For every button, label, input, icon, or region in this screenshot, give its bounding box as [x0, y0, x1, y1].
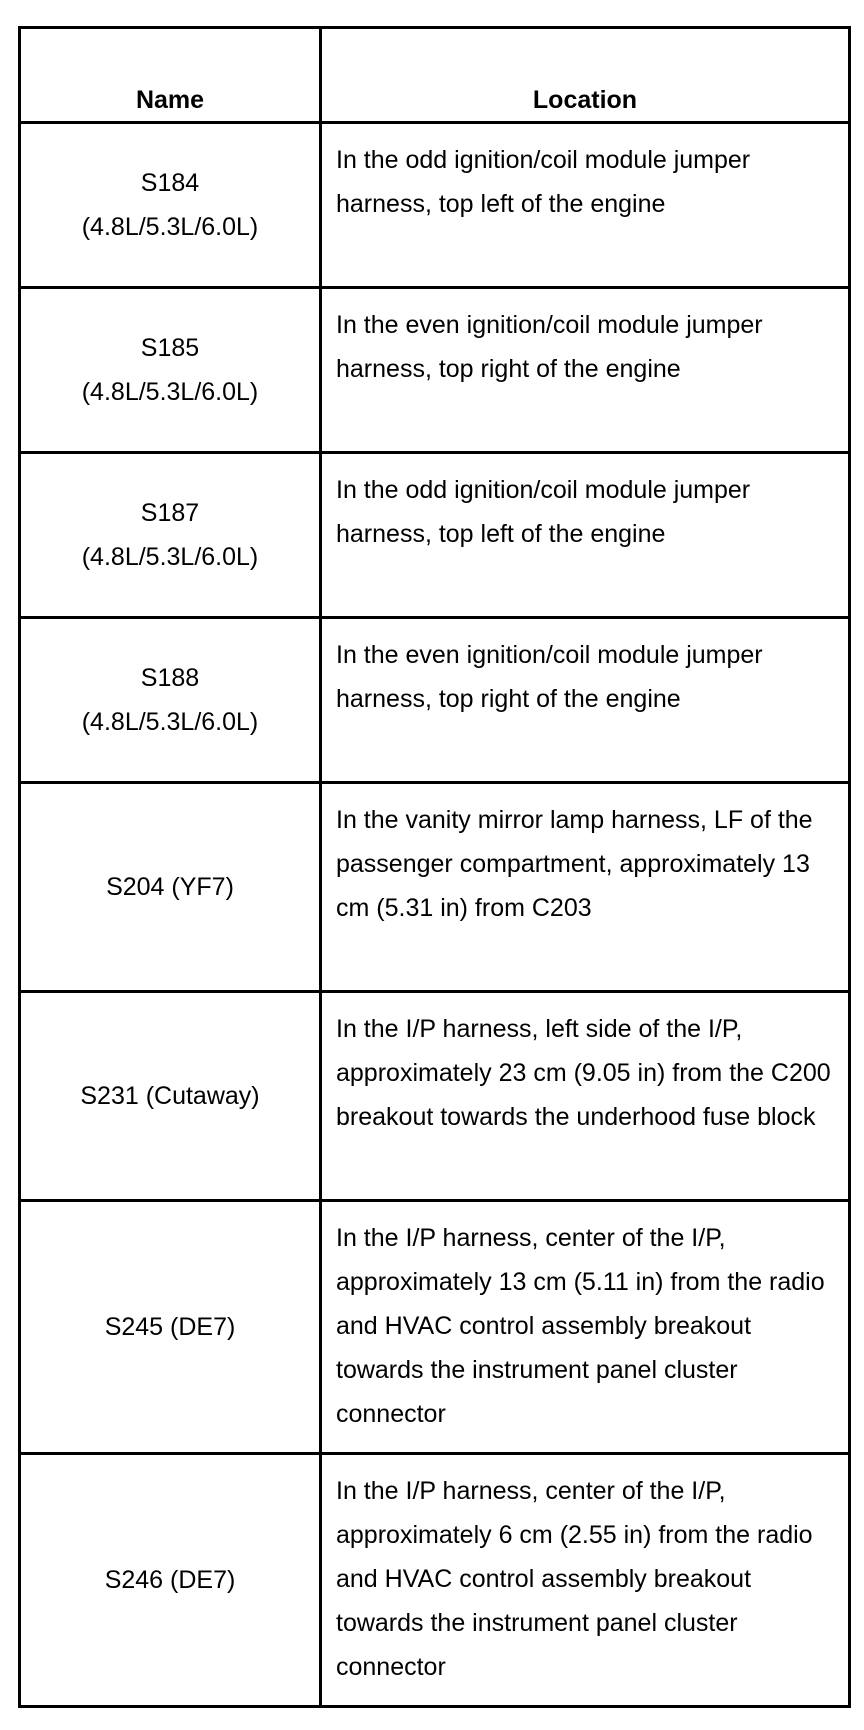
splice-variant: (4.8L/5.3L/6.0L): [81, 378, 259, 406]
table-row: [20, 992, 850, 1201]
table-header-row: [20, 28, 850, 123]
splice-location: In the I/P harness, left side of the I/P, approximately 23 cm (9.05 in) from the C200 breakout towards the underhood fuse block: [321, 992, 850, 1201]
table-row: [20, 1454, 850, 1707]
splice-name-cell: [20, 618, 321, 783]
splice-location: In the I/P harness, center of the I/P, approximately 6 cm (2.55 in) from the radio and HVAC control assembly breakout towards the instrument panel cluster connector: [321, 1454, 850, 1707]
table-row: [20, 453, 850, 618]
splice-location-table: [18, 26, 851, 1708]
splice-location: In the even ignition/coil module jumper harness, top right of the engine: [321, 618, 850, 783]
splice-location: In the even ignition/coil module jumper harness, top right of the engine: [321, 288, 850, 453]
splice-name-cell: [20, 288, 321, 453]
table-row: [20, 288, 850, 453]
table-row: [20, 123, 850, 288]
header-location: Location: [321, 28, 850, 123]
splice-name: S187: [140, 499, 200, 527]
splice-name: S246 (DE7): [20, 1454, 321, 1707]
table-row: [20, 618, 850, 783]
splice-location: In the odd ignition/coil module jumper harness, top left of the engine: [321, 123, 850, 288]
splice-name-cell: [20, 453, 321, 618]
splice-variant: (4.8L/5.3L/6.0L): [81, 708, 259, 736]
table-row: [20, 783, 850, 992]
splice-name: S245 (DE7): [20, 1201, 321, 1454]
splice-location: In the vanity mirror lamp harness, LF of the passenger compartment, approximately 13 cm (5.31 in) from C203: [321, 783, 850, 992]
splice-name: S185: [140, 334, 200, 362]
splice-name: S184: [140, 169, 200, 197]
splice-variant: (4.8L/5.3L/6.0L): [81, 213, 259, 241]
splice-name: S231 (Cutaway): [20, 992, 321, 1201]
splice-location: In the I/P harness, center of the I/P, approximately 13 cm (5.11 in) from the radio and HVAC control assembly breakout towards the instrument panel cluster connector: [321, 1201, 850, 1454]
splice-name: S204 (YF7): [20, 783, 321, 992]
splice-variant: (4.8L/5.3L/6.0L): [81, 543, 259, 571]
splice-location: In the odd ignition/coil module jumper harness, top left of the engine: [321, 453, 850, 618]
table-row: [20, 1201, 850, 1454]
splice-name-cell: [20, 123, 321, 288]
splice-name: S188: [140, 664, 200, 692]
header-name: Name: [20, 28, 321, 123]
